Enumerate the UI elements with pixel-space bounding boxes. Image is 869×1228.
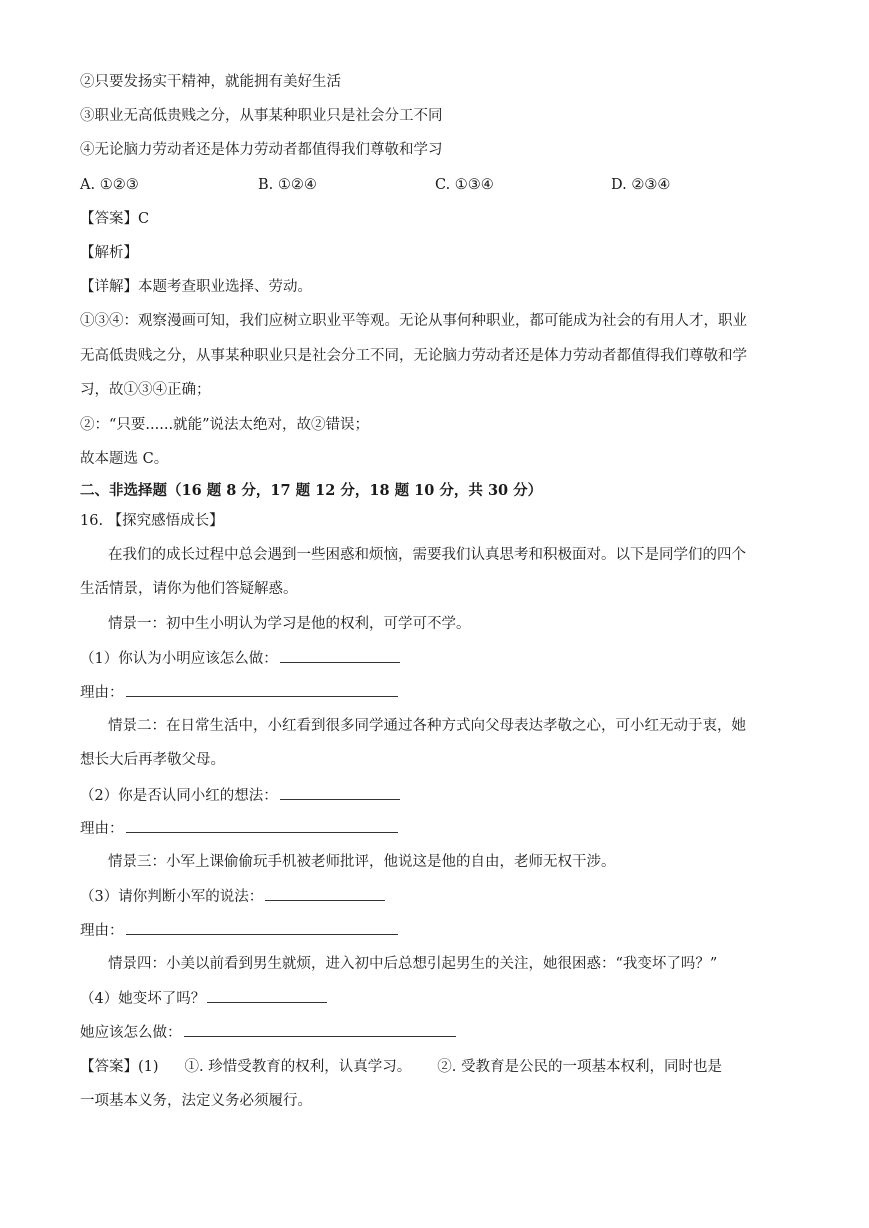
option-b: B. ①②④ <box>258 177 317 193</box>
reason-2 <box>80 818 809 839</box>
answer-blank[interactable] <box>126 682 398 697</box>
question-1 <box>80 648 809 669</box>
question-3-text: （3）请你判断小军的说法： <box>80 889 264 905</box>
answer-2-label: 【答案】(1) <box>80 1059 159 1075</box>
answer-1: 【答案】C <box>80 211 150 227</box>
statement-4: ④无论脑力劳动者还是体力劳动者都值得我们尊敬和学习 <box>80 142 443 158</box>
explanation-line-1: ①③④：观察漫画可知，我们应树立职业平等观。无论从事何种职业，都可能成为社会的有用人才，职业 <box>80 313 747 329</box>
section-2-heading: 二、非选择题（16 题 8 分，17 题 12 分，18 题 10 分，共 30 分） <box>80 482 543 499</box>
reason-1 <box>80 682 809 703</box>
answer-blank[interactable] <box>265 886 385 901</box>
explanation-line-3: 习，故①③④正确； <box>80 382 211 398</box>
explanation-line-4: ②：“只要......就能”说法太绝对，故②错误； <box>80 417 369 433</box>
scene-1: 情景一：初中生小明认为学习是他的权利，可学可不学。 <box>108 616 471 632</box>
question-4-text: （4）她变坏了吗？ <box>80 991 206 1007</box>
reason-3 <box>80 920 809 941</box>
question-2-text: （2）你是否认同小红的想法： <box>80 788 278 804</box>
analysis-label: 【解析】 <box>80 245 138 261</box>
statement-3: ③职业无高低贵贱之分，从事某种职业只是社会分工不同 <box>80 108 443 124</box>
answer-blank[interactable] <box>280 648 400 663</box>
scene-3: 情景三：小军上课偷偷玩手机被老师批评，他说这是他的自由，老师无权干涉。 <box>108 854 616 870</box>
question-4 <box>80 988 809 1009</box>
intro-line-2: 生活情景，请你为他们答疑解惑。 <box>80 581 298 597</box>
option-c: C. ①③④ <box>435 177 494 193</box>
option-d: D. ②③④ <box>611 177 671 193</box>
reason-label: 理由： <box>80 923 124 939</box>
detail-line: 【详解】本题考查职业选择、劳动。 <box>80 279 312 295</box>
option-a: A. ①②③ <box>80 177 139 193</box>
answer-2-point-1: ①. 珍惜受教育的权利，认真学习。 <box>184 1059 412 1075</box>
explanation-line-2: 无高低贵贱之分，从事某种职业只是社会分工不同，无论脑力劳动者还是体力劳动者都值得我们尊敬和学 <box>80 348 747 364</box>
reason-label: 理由： <box>80 685 124 701</box>
intro-line-1: 在我们的成长过程中总会遇到一些困惑和烦恼，需要我们认真思考和积极面对。以下是同学们的四个 <box>108 547 746 563</box>
question-3 <box>80 886 809 907</box>
question-4b <box>80 1022 809 1043</box>
question-1-text: （1）你认为小明应该怎么做： <box>80 651 278 667</box>
answer-2-line-1 <box>80 1057 809 1077</box>
question-16-title: 16. 【探究感悟成长】 <box>80 513 224 529</box>
reason-label: 理由： <box>80 821 124 837</box>
question-4b-text: 她应该怎么做： <box>80 1025 182 1041</box>
answer-blank[interactable] <box>207 988 327 1003</box>
answer-blank[interactable] <box>184 1022 456 1037</box>
scene-2-line-2: 想长大后再孝敬父母。 <box>80 752 225 768</box>
answer-blank[interactable] <box>280 785 400 800</box>
answer-2-point-2: ②. 受教育是公民的一项基本权利，同时也是 <box>437 1059 722 1075</box>
conclusion-line: 故本题选 C。 <box>80 451 169 467</box>
statement-2: ②只要发扬实干精神，就能拥有美好生活 <box>80 74 341 90</box>
answer-blank[interactable] <box>126 818 398 833</box>
question-2 <box>80 785 809 806</box>
answer-blank[interactable] <box>126 920 398 935</box>
scene-2-line-1: 情景二：在日常生活中，小红看到很多同学通过各种方式向父母表达孝敬之心，可小红无动于衷，她 <box>108 718 746 734</box>
scene-4: 情景四：小美以前看到男生就烦，进入初中后总想引起男生的关注，她很困惑：“我变坏了吗？” <box>108 956 718 972</box>
answer-2-line-2: 一项基本义务，法定义务必须履行。 <box>80 1093 312 1109</box>
